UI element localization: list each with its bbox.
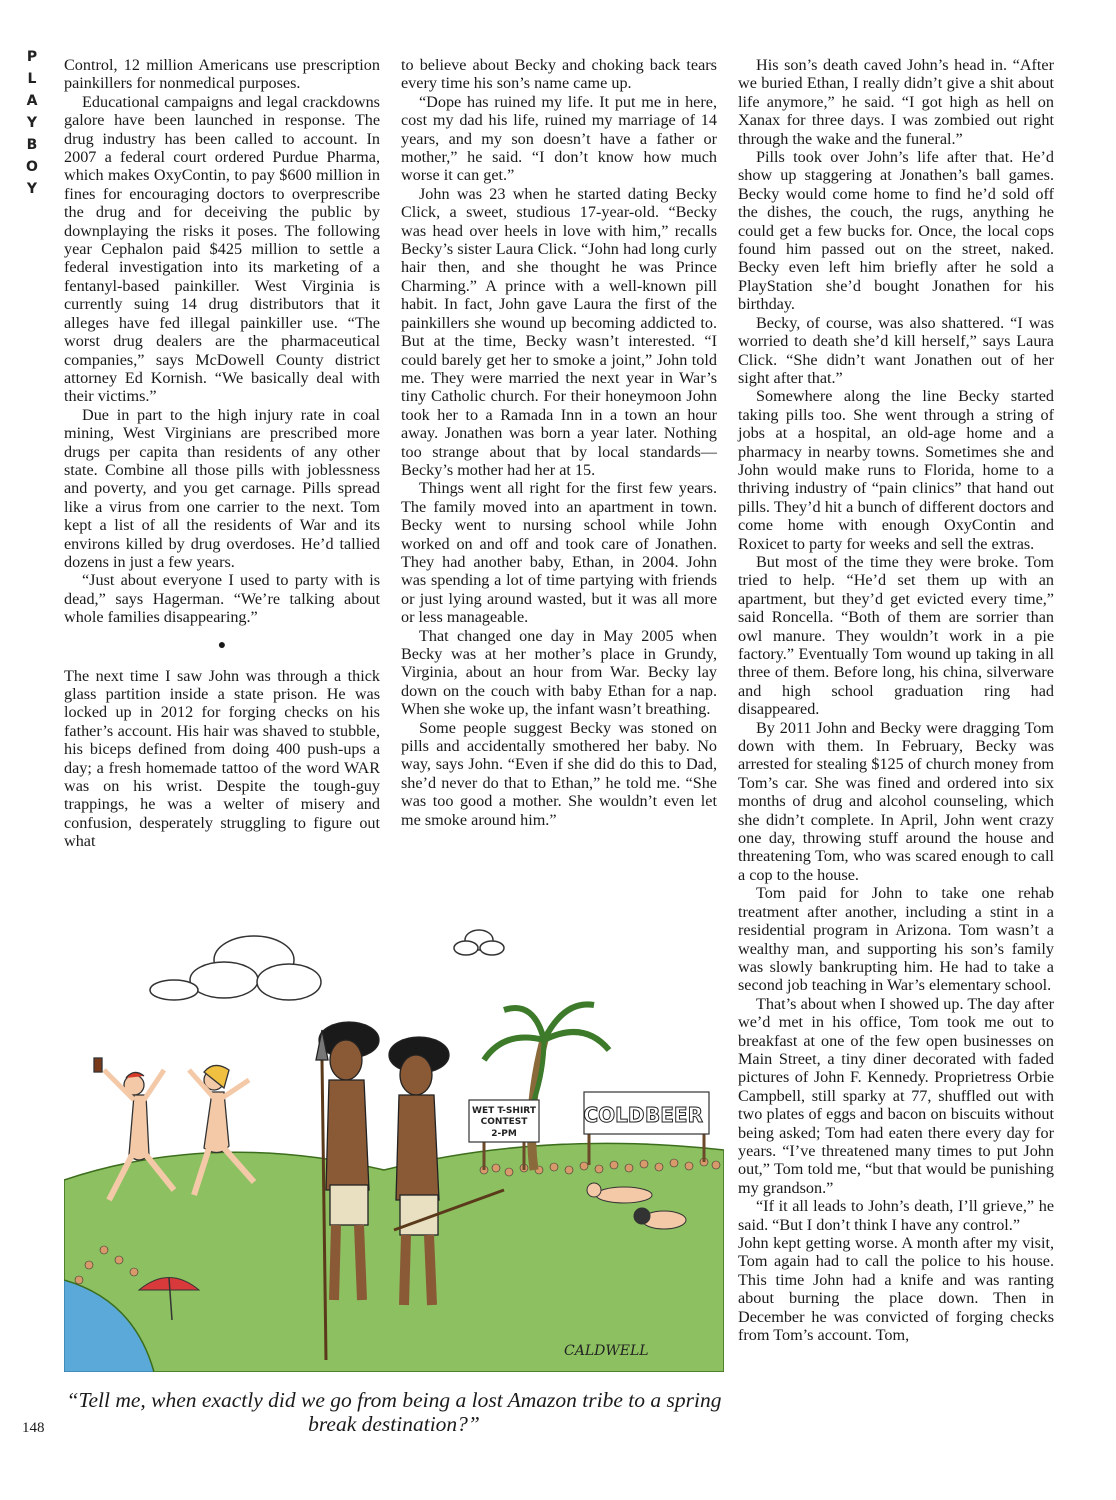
article-column-1 [64, 56, 380, 851]
paragraph: Becky, of course, was also shattered. “I was worried to death she’d kill herself,” says Laura Click. “She didn’t want Jonathen out of her sight after that.” [738, 313, 1054, 387]
magazine-brand-vertical [20, 46, 46, 200]
paragraph: “If it all leads to John’s death, I’ll grieve,” he said. “But I don’t think I have any control.” [738, 1197, 1054, 1234]
cloud-small [454, 930, 504, 955]
paragraph: Due in part to the high injury rate in coal mining, West Virginians are prescribed more drugs per capita than residents of any other state. Combine all those pills with joblessness and poverty, and you get carnage. Pills spread like a virus from one carrier to the next. Tom kept a list of all the residents of War and its environs killed by drug overdoses. He’d tallied dozens in just a few years. [64, 405, 380, 571]
paragraph: By 2011 John and Becky were dragging Tom down with them. In February, Becky was arrested for stealing $125 of church money from Tom’s car. She was fined and ordered into six months of drug and alcohol counseling, which she didn’t complete. In April, John went crazy one day, throwing stuff around the house and threatening Tom, who was scared enough to call a cop to the house. [738, 718, 1054, 884]
paragraph: Things went all right for the first few years. The family moved into an apartment in town. Becky went to nursing school while John worked on and off and took care of Jonathen. They had another baby, Ethan, in 2004. John was spending a lot of time partying with friends or just lying around wasted, but it was all more or less manageable. [401, 479, 717, 627]
brand-letter: Y [26, 181, 40, 197]
cartoon-illustration [64, 920, 724, 1372]
contest-sign-line: 2-PM [491, 1129, 517, 1139]
beer-sign-right: BEER [645, 1103, 703, 1127]
paragraph: Control, 12 million Americans use prescription painkillers for nonmedical purposes. [64, 56, 380, 93]
artist-signature: CALDWELL [564, 1343, 649, 1359]
beer-sign-left: COLD [583, 1103, 645, 1127]
paragraph: Pills took over John’s life after that. He’d show up staggering at Jonathen’s ball games. Becky would come home to find he’d sold off the dishes, the couch, the rugs, anything he could get a few bucks for. Once, the local cops found him passed out on the street, naked. Becky even left him briefly after he sold a PlayStation she’d bought Jonathen for his birthday. [738, 148, 1054, 314]
article-column-3 [738, 56, 1054, 1344]
paragraph: That’s about when I showed up. The day after we’d met in his office, Tom took me out to breakfast at one of the few open businesses on Main Street, a tiny diner decorated with faded pictures of John F. Kennedy. Proprietress Orbie Campbell, still sparky at 77, shuffled out with two plates of eggs and bacon on biscuits without being asked; Tom had eaten there every day for years. “I’ve threatened many times to put John out,” Tom told me, “but that would be punishing my grandson.” [738, 994, 1054, 1197]
paragraph: Educational campaigns and legal crackdowns galore have been launched in response. The drug industry has been called to account. In 2007 a federal court ordered Purdue Pharma, which makes OxyContin, to pay $600 million in fines for encouraging doctors to overprescribe the drug and for deceiving the public by downplaying the risks it poses. The following year Cephalon paid $425 million to settle a federal investigation into its marketing of a fentanyl-based painkiller. West Virginia is currently suing 14 drug distributors that it alleges have fed illegal painkiller use. “The worst drug dealers are the pharmaceutical companies,” says McDowell County district attorney Ed Kornish. “We basically deal with their victims.” [64, 92, 380, 406]
paragraph: But most of the time they were broke. Tom tried to help. “He’d set them up with an apartment, but they’d get evicted every time,” said Roncella. “Both of them are sorrier than owl manure. They wouldn’t work in a pie factory.” Eventually Tom wound up taking in all three of them. Before long, his china, silverware and high school graduation ring had disappeared. [738, 552, 1054, 719]
contest-sign-line: WET T-SHIRT [472, 1106, 536, 1116]
cartoon-caption: “Tell me, when exactly did we go from being a lost Amazon tribe to a spring break destination?” [66, 1388, 722, 1436]
brand-letter: Y [26, 115, 40, 131]
brand-letter: B [26, 137, 40, 153]
paragraph: Tom paid for John to take one rehab treatment after another, including a stint in a residential program in Arizona. Tom wasn’t a wealthy man, and supporting his son’s family was slowly bankrupting him. He had to take a second job teaching in War’s elementary school. [738, 884, 1054, 995]
paragraph: “Just about everyone I used to party with is dead,” says Hagerman. “We’re talking about whole families disappearing.” [64, 571, 380, 627]
paragraph: John kept getting worse. A month after my visit, Tom again had to call the police to his house. This time John had a knife and was ranting about burning the place down. Then in December he was convicted of forging checks from Tom’s account. Tom, [738, 1234, 1054, 1345]
paragraph: to believe about Becky and choking back tears every time his son’s name came up. [401, 56, 717, 93]
paragraph: Somewhere along the line Becky started taking pills too. She went through a string of jobs at a hospital, an old-age home and a pharmacy in nearby towns. Sometimes she and John would make runs to Florida, home to a thriving industry of “pain clinics” that hand out pills. They’d hit a bunch of different doctors and come home with enough OxyContin and Roxicet to party for weeks and sell the extras. [738, 387, 1054, 553]
paragraph: “Dope has ruined my life. It put me in here, cost my dad his life, ruined my marriage of 14 years, and my son doesn’t have a father or mother,” he said. “I don’t know how much worse it can get.” [401, 92, 717, 185]
paragraph: That changed one day in May 2005 when Becky was at her mother’s place in Grundy, Virginia, about an hour from War. Becky lay down on the couch with baby Ethan for a nap. When she woke up, the infant wasn’t breathing. [401, 626, 717, 719]
brand-letter: O [26, 159, 40, 175]
paragraph: Some people suggest Becky was stoned on pills and accidentally smothered her baby. No way, says John. “Even if she did do this to Dad, she’d never do that to Ethan,” he told me. “She was too good a mother. She wouldn’t even let me smoke around him.” [401, 718, 717, 829]
cloud-large [150, 936, 321, 1000]
brand-letter: P [26, 49, 40, 65]
contest-sign-line: CONTEST [480, 1117, 528, 1127]
paragraph: The next time I saw John was through a thick glass partition inside a state prison. He was locked up in 2012 for forging checks on his father’s account. His hair was shaved to stubble, his biceps defined from doing 400 push-ups a day; a fresh homemade tattoo of the word WAR was on his wrist. Despite the tough-guy trappings, he was a welter of misery and confusion, desperately struggling to figure out what [64, 666, 380, 851]
paragraph: John was 23 when he started dating Becky Click, a sweet, studious 17-year-old. “Becky was head over heels in love with him,” recalls Becky’s sister Laura Click. “John had long curly hair then, and she thought he was Prince Charming.” A prince with a well-known pill habit. In fact, John gave Laura the first of the painkillers she wound up becoming addicted to. But at the time, Becky wasn’t interested. “I could barely get her to smoke a joint,” John told me. They were married the next year in War’s tiny Catholic church. For their honeymoon John took her to a Ramada Inn in a town an hour away. Jonathen was born a year later. Nothing too strange about that by local standards—Becky’s mother had her at 15. [401, 184, 717, 479]
brand-letter: A [26, 93, 40, 109]
paragraph: His son’s death caved John’s head in. “After we buried Ethan, I really didn’t give a shit about life anymore,” he said. “I got high as hell on Xanax for three days. I was zombied out right through the wake and the funeral.” [738, 56, 1054, 148]
article-column-2 [401, 56, 717, 829]
page-number: 148 [22, 1420, 45, 1436]
brand-letter: L [27, 71, 39, 87]
section-break: ● [217, 637, 227, 653]
